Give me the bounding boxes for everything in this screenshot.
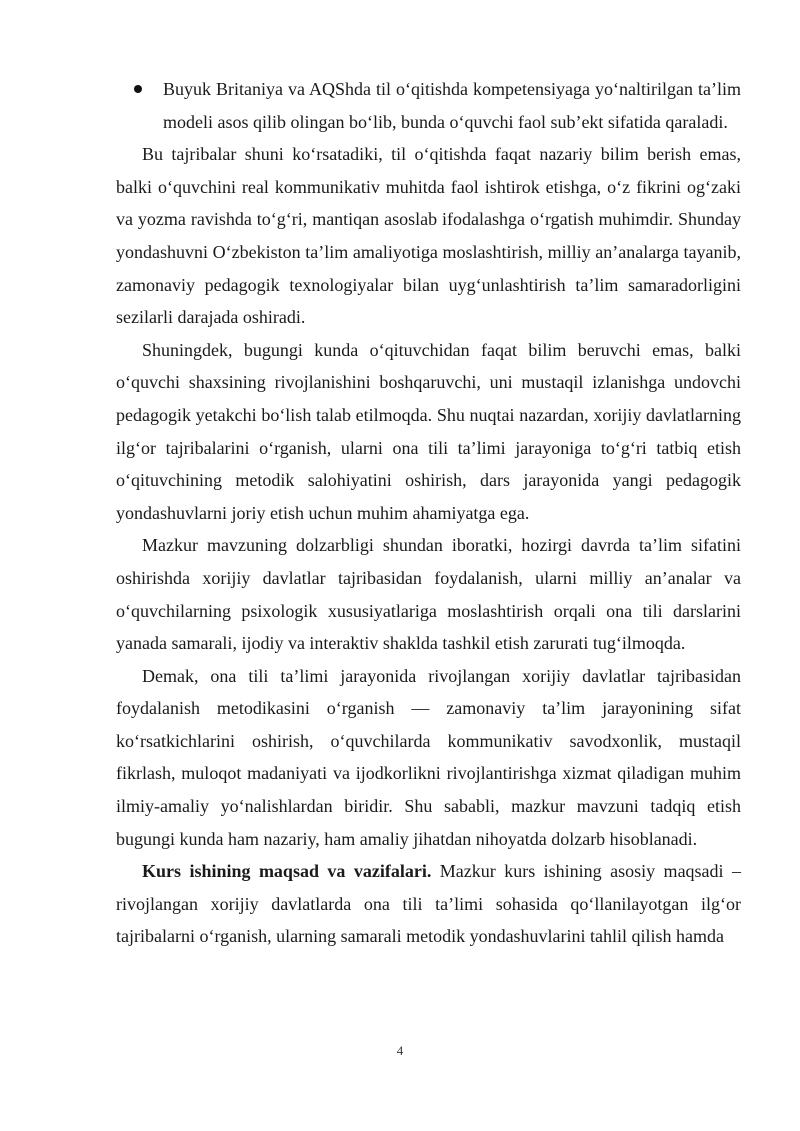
paragraph-3: Mazkur mavzuning dolzarbligi shundan iboratki, hozirgi davrda ta’lim sifatini oshirishda xorijiy davlatlar tajribasidan foydalanish, ularni milliy an’analar va o‘quvchilarning psixologik xususiyatlariga moslashtirish orqali ona tili darslarini yanada samarali, ijodiy va interaktiv shaklda tashkil etish zarurati tug‘ilmoqda. xyxy=(116,535,741,654)
bullet-list-item xyxy=(116,73,741,138)
bullet-dot-icon xyxy=(134,85,142,93)
bullet-text: Buyuk Britaniya va AQShda til o‘qitishda kompetensiyaga yo‘naltirilgan ta’lim modeli asos qilib olingan bo‘lib, bunda o‘quvchi faol sub’ekt sifatida qaraladi. xyxy=(163,79,741,132)
section-heading-inline: Kurs ishining maqsad va vazifalari. xyxy=(142,861,432,882)
paragraph-2: Shuningdek, bugungi kunda o‘qituvchidan faqat bilim beruvchi emas, balki o‘quvchi shaxsining rivojlanishini boshqaruvchi, uni mustaqil izlanishga undovchi pedagogik yetakchi bo‘lish talab etilmoqda. Shu nuqtai nazardan, xorijiy davlatlarning ilg‘or tajribalarini o‘rganish, ularni ona tili ta’limi jarayoniga to‘g‘ri tatbiq etish o‘qituvchining metodik salohiyatini oshirish, dars jarayonida yangi pedagogik yondashuvlarni joriy etish uchun muhim ahamiyatga ega. xyxy=(116,339,741,523)
paragraph-4: Demak, ona tili ta’limi jarayonida rivojlangan xorijiy davlatlar tajribasidan foydalanish metodikasini o‘rganish — zamonaviy ta’lim jarayonining sifat ko‘rsatkichlarini oshirish, o‘quvchilarda kommunikativ savodxonlik, mustaqil fikrlash, muloqot madaniyati va ijodkorlikni rivojlantirishga xizmat qiladigan muhim ilmiy-amaliy yo‘nalishlardan biridir. Shu sababli, mazkur mavzuni tadqiq etish bugungi kunda ham nazariy, ham amaliy jihatdan nihoyatda dolzarb hisoblanadi. xyxy=(116,665,741,849)
page-number: 4 xyxy=(396,1043,404,1058)
section-text: Mazkur kurs ishining asosiy maqsadi – rivojlangan xorijiy davlatlarda ona tili ta’limi sohasida qo‘llanilayotgan ilg‘or tajribalarni o‘rganish, ularning samarali metodik yondashuvlarini tahlil qilish hamda xyxy=(116,861,741,947)
page-body xyxy=(116,73,741,953)
paragraph-1: Bu tajribalar shuni ko‘rsatadiki, til o‘qitishda faqat nazariy bilim berish emas, balki o‘quvchini real kommunikativ muhitda faol ishtirok etishga, o‘z fikrini og‘zaki va yozma ravishda to‘g‘ri, mantiqan asoslab ifodalashga o‘rgatish muhimdir. Shunday yondashuvni O‘zbekiston ta’lim amaliyotiga moslashtirish, milliy an’analarga tayanib, zamonaviy pedagogik texnologiyalar bilan uyg‘unlashtirish ta’lim samaradorligini sezilarli darajada oshiradi. xyxy=(116,144,741,328)
paragraph-5 xyxy=(116,855,741,953)
